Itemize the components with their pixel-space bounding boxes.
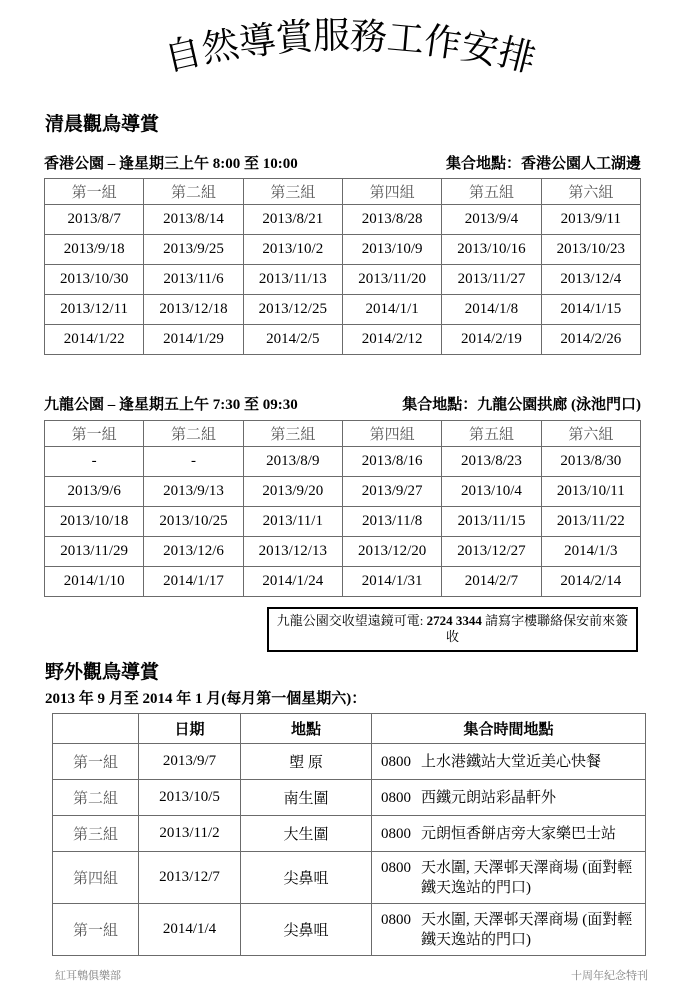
hk-park-intro-row — [44, 154, 641, 174]
group-cell: 第三組 — [53, 816, 139, 852]
table-row — [45, 537, 641, 567]
date-cell: 2014/1/29 — [144, 325, 243, 355]
header-cell: 第三組 — [243, 179, 342, 205]
meeting-cell — [372, 904, 646, 956]
date-cell: 2013/9/27 — [342, 477, 441, 507]
header-cell: 第一組 — [45, 179, 144, 205]
date-cell: 2013/11/20 — [342, 265, 441, 295]
date-cell: 2014/2/7 — [442, 567, 541, 597]
date-cell: 2013/11/22 — [541, 507, 640, 537]
hk-park-schedule-table — [44, 178, 641, 355]
table-row — [53, 852, 646, 904]
date-cell: 2014/1/1 — [342, 295, 441, 325]
table-row — [45, 295, 641, 325]
date-cell: 2013/12/6 — [144, 537, 243, 567]
date-cell: 2014/1/31 — [342, 567, 441, 597]
date-cell: 2013/9/13 — [144, 477, 243, 507]
date-cell: 2013/9/18 — [45, 235, 144, 265]
date-cell: 2013/11/13 — [243, 265, 342, 295]
meeting-location: 上水港鐵站大堂近美心快餐 — [421, 753, 602, 770]
date-cell: 2013/9/20 — [243, 477, 342, 507]
kln-park-schedule-table — [44, 420, 641, 597]
hk-park-meeting-point: 集合地點：香港公園人工湖邊 — [445, 156, 641, 172]
date-cell: 2013/8/7 — [45, 205, 144, 235]
date-cell: 2013/9/11 — [541, 205, 640, 235]
date-cell: 2013/10/18 — [45, 507, 144, 537]
date-cell: 2013/9/25 — [144, 235, 243, 265]
date-cell: 2014/2/5 — [243, 325, 342, 355]
date-cell: 2014/1/24 — [243, 567, 342, 597]
header-cell: 第六組 — [541, 179, 640, 205]
date-cell: 2013/8/14 — [144, 205, 243, 235]
title-char: 務 — [349, 16, 388, 59]
date-cell: 2013/10/23 — [541, 235, 640, 265]
title-char: 然 — [198, 24, 243, 71]
header-cell: 第四組 — [342, 179, 441, 205]
meeting-time: 0800 — [381, 753, 411, 770]
table-row — [45, 265, 641, 295]
date-cell: 2013/10/30 — [45, 265, 144, 295]
date-cell: 2013/11/15 — [442, 507, 541, 537]
date-cell: 2013/12/13 — [243, 537, 342, 567]
title-char: 導 — [236, 19, 279, 66]
meeting-time: 0800 — [381, 911, 411, 928]
date-cell: 2013/12/20 — [342, 537, 441, 567]
place-cell: 塱 原 — [241, 744, 372, 780]
title-char: 作 — [421, 20, 464, 67]
table-header-row — [53, 714, 646, 744]
date-cell: 2013/10/25 — [144, 507, 243, 537]
footer-club-name: 紅耳鵯俱樂部 — [55, 970, 121, 982]
table-row — [45, 205, 641, 235]
date-cell: 2013/8/28 — [342, 205, 441, 235]
date-cell: - — [45, 447, 144, 477]
table-row — [45, 325, 641, 355]
header-cell: 第一組 — [45, 421, 144, 447]
header-cell: 第五組 — [442, 179, 541, 205]
header-cell: 第五組 — [442, 421, 541, 447]
field-schedule-subtitle: 2013 年 9 月至 2014 年 1 月(每月第一個星期六)： — [45, 691, 367, 707]
binoculars-note-box — [267, 607, 638, 652]
date-cell: 2013/11/8 — [342, 507, 441, 537]
date-cell: 2013/12/4 — [541, 265, 640, 295]
date-cell: 2013/10/9 — [342, 235, 441, 265]
table-row — [45, 507, 641, 537]
header-cell-date: 日期 — [139, 714, 241, 744]
date-cell: 2013/12/27 — [442, 537, 541, 567]
date-cell: 2013/10/2 — [243, 235, 342, 265]
date-cell: 2014/2/14 — [541, 567, 640, 597]
date-cell: 2013/8/16 — [342, 447, 441, 477]
field-trip-table — [52, 713, 646, 956]
header-cell-place: 地點 — [241, 714, 372, 744]
meeting-time: 0800 — [381, 859, 411, 876]
date-cell: 2014/1/22 — [45, 325, 144, 355]
meeting-location: 元朗恒香餅店旁大家樂巴士站 — [421, 825, 617, 842]
header-cell: 第六組 — [541, 421, 640, 447]
table-row — [45, 567, 641, 597]
group-cell: 第二組 — [53, 780, 139, 816]
date-cell: 2013/12/11 — [45, 295, 144, 325]
date-cell: 2014/2/12 — [342, 325, 441, 355]
footer-publication-name: 十周年紀念特刊 — [571, 970, 648, 982]
date-cell: 2013/12/7 — [139, 852, 241, 904]
group-cell: 第四組 — [53, 852, 139, 904]
note-suffix: 請寫字樓聯絡保安前來簽收 — [445, 613, 629, 644]
date-cell: 2013/10/5 — [139, 780, 241, 816]
date-cell: 2013/11/2 — [139, 816, 241, 852]
date-cell: 2013/9/6 — [45, 477, 144, 507]
header-cell: 第三組 — [243, 421, 342, 447]
header-cell: 第二組 — [144, 421, 243, 447]
date-cell: 2014/2/19 — [442, 325, 541, 355]
meeting-location: 天水圍, 天澤邨天澤商場 (面對輕鐵天逸站的門口) — [421, 911, 633, 948]
section-heading-field: 野外觀鳥導賞 — [45, 662, 160, 683]
meeting-location: 西鐵元朗站彩晶軒外 — [421, 789, 557, 806]
section-heading-morning: 清晨觀鳥導賞 — [45, 114, 160, 135]
meeting-cell — [372, 816, 646, 852]
date-cell: - — [144, 447, 243, 477]
header-cell-empty — [53, 714, 139, 744]
date-cell: 2014/1/4 — [139, 904, 241, 956]
table-header-row — [45, 421, 641, 447]
header-cell: 第二組 — [144, 179, 243, 205]
date-cell: 2013/8/21 — [243, 205, 342, 235]
note-text: 九龍公園交收望遠鏡可電: — [276, 613, 427, 628]
title-char: 安 — [457, 25, 502, 74]
date-cell: 2013/9/4 — [442, 205, 541, 235]
page-title — [0, 0, 700, 108]
table-row — [53, 744, 646, 780]
date-cell: 2013/10/11 — [541, 477, 640, 507]
meeting-cell — [372, 780, 646, 816]
meeting-cell — [372, 852, 646, 904]
date-cell: 2013/11/6 — [144, 265, 243, 295]
table-row — [53, 904, 646, 956]
table-row — [53, 780, 646, 816]
meeting-location: 天水圍, 天澤邨天澤商場 (面對輕鐵天逸站的門口) — [421, 859, 633, 896]
date-cell: 2013/10/16 — [442, 235, 541, 265]
date-cell: 2013/12/18 — [144, 295, 243, 325]
date-cell: 2014/1/17 — [144, 567, 243, 597]
date-cell: 2013/10/4 — [442, 477, 541, 507]
table-row — [45, 235, 641, 265]
place-cell: 尖鼻咀 — [241, 904, 372, 956]
date-cell: 2013/8/23 — [442, 447, 541, 477]
place-cell: 尖鼻咀 — [241, 852, 372, 904]
date-cell: 2013/8/9 — [243, 447, 342, 477]
title-char: 服 — [312, 15, 351, 58]
date-cell: 2013/11/1 — [243, 507, 342, 537]
header-cell: 第四組 — [342, 421, 441, 447]
place-cell: 南生圍 — [241, 780, 372, 816]
date-cell: 2014/2/26 — [541, 325, 640, 355]
hk-park-schedule-label: 香港公園 – 逢星期三上午 8:00 至 10:00 — [44, 156, 298, 172]
date-cell: 2014/1/10 — [45, 567, 144, 597]
kln-park-meeting-point: 集合地點：九龍公園拱廊 (泳池門口) — [402, 397, 641, 413]
note-phone-number: 2724 3344 — [426, 613, 482, 628]
table-row — [45, 477, 641, 507]
date-cell: 2013/11/27 — [442, 265, 541, 295]
date-cell: 2014/1/15 — [541, 295, 640, 325]
place-cell: 大生圍 — [241, 816, 372, 852]
kln-park-schedule-label: 九龍公園 – 逢星期五上午 7:30 至 09:30 — [44, 397, 298, 413]
title-char: 工 — [385, 17, 426, 62]
date-cell: 2013/8/30 — [541, 447, 640, 477]
title-char: 排 — [493, 32, 540, 81]
title-char: 自 — [160, 31, 206, 80]
meeting-time: 0800 — [381, 789, 411, 806]
page-footer — [55, 967, 648, 983]
date-cell: 2014/1/8 — [442, 295, 541, 325]
group-cell: 第一組 — [53, 904, 139, 956]
header-cell-meeting: 集合時間地點 — [372, 714, 646, 744]
title-char: 賞 — [274, 16, 315, 61]
meeting-time: 0800 — [381, 825, 411, 842]
date-cell: 2014/1/3 — [541, 537, 640, 567]
group-cell: 第一組 — [53, 744, 139, 780]
date-cell: 2013/9/7 — [139, 744, 241, 780]
date-cell: 2013/11/29 — [45, 537, 144, 567]
meeting-cell — [372, 744, 646, 780]
table-header-row — [45, 179, 641, 205]
date-cell: 2013/12/25 — [243, 295, 342, 325]
kln-park-intro-row — [44, 395, 641, 415]
table-row — [53, 816, 646, 852]
table-row — [45, 447, 641, 477]
